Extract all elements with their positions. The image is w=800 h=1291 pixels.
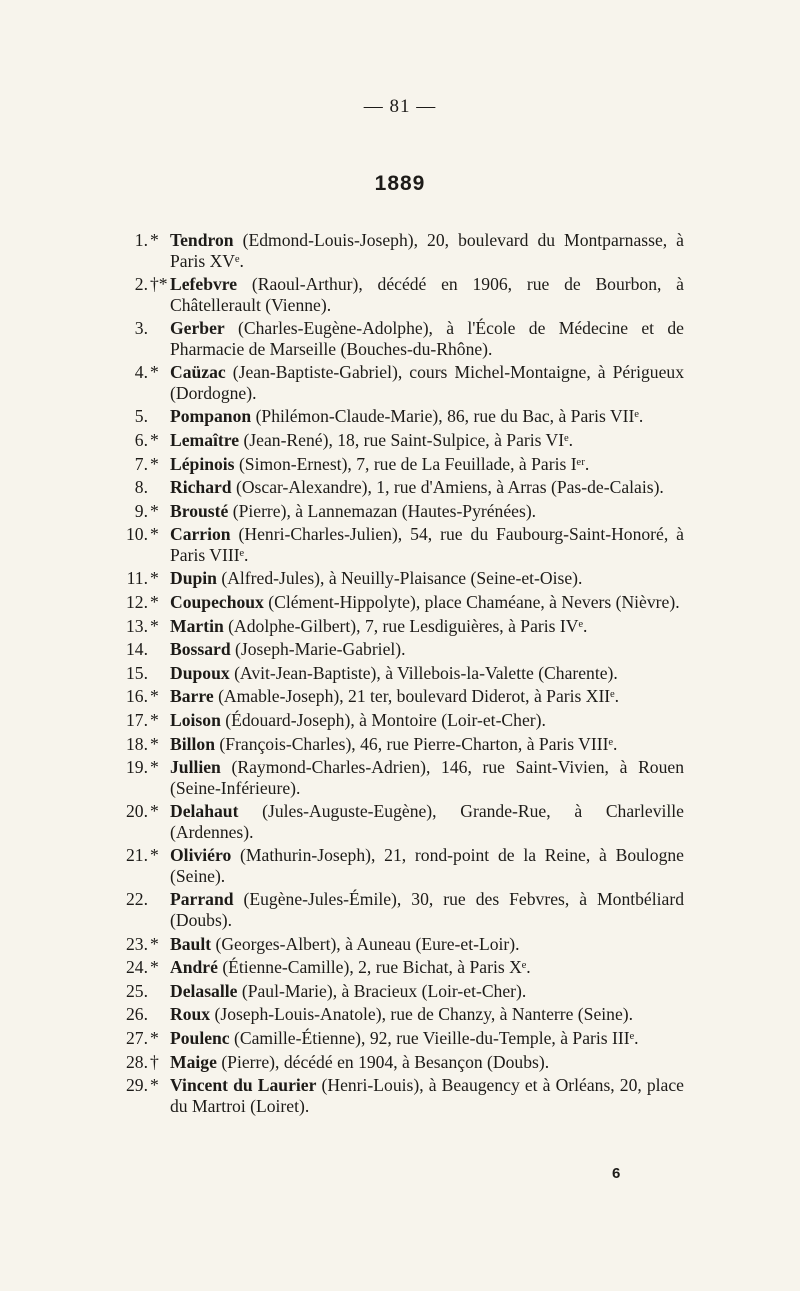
list-item xyxy=(108,592,684,613)
list-item xyxy=(108,757,684,798)
entry-name: Lemaître xyxy=(170,429,240,450)
list-item xyxy=(108,568,684,589)
entry-number: 25. xyxy=(126,980,148,1001)
entry-mark: * xyxy=(150,801,159,822)
entry-name: Barre xyxy=(170,686,214,707)
entry-details: (Raymond-Charles-Adrien), 146, rue Saint-Vivien, à Rouen (Seine-Inférieure). xyxy=(170,757,685,798)
entry-number: 22. xyxy=(126,889,148,910)
entry-number: 2. xyxy=(134,274,148,295)
entry-mark: †* xyxy=(150,274,168,295)
entry-details: (Jean-René), 18, rue Saint-Sulpice, à Paris VIᵉ. xyxy=(243,429,574,450)
entry-mark: * xyxy=(150,500,159,521)
entry-number: 9. xyxy=(134,500,148,521)
entry-name: Bault xyxy=(170,933,212,954)
entry-mark: * xyxy=(150,1075,159,1096)
list-item xyxy=(108,845,684,886)
entry-name: Loison xyxy=(170,710,221,730)
entry-details: (Mathurin-Joseph), 21, rond-point de la Reine, à Boulogne (Seine). xyxy=(170,845,684,886)
list-item xyxy=(108,710,684,731)
entry-name: Bossard xyxy=(170,639,231,660)
entry-mark: * xyxy=(150,524,159,545)
entry-details: (François-Charles), 46, rue Pierre-Charton, à Paris VIIIᵉ. xyxy=(219,733,618,754)
entry-mark: * xyxy=(150,568,159,589)
entry-number: 10. xyxy=(126,524,148,545)
entry-name: Brousté xyxy=(170,500,229,521)
entry-name: Jullien xyxy=(170,757,221,778)
entry-details: (Amable-Joseph), 21 ter, boulevard Diderot, à Paris XIIᵉ. xyxy=(218,686,620,707)
entry-list xyxy=(108,230,684,1119)
entry-mark: * xyxy=(150,230,159,250)
entry-number: 11. xyxy=(126,568,148,589)
entry-name: Lépinois xyxy=(170,453,235,474)
entry-name: Coupechoux xyxy=(170,592,264,613)
entry-number: 3. xyxy=(134,318,148,339)
list-item xyxy=(108,1028,684,1049)
entry-name: Poulenc xyxy=(170,1027,230,1048)
entry-number: 5. xyxy=(134,406,148,427)
entry-details: (Edmond-Louis-Joseph), 20, boulevard du Montparnasse, à Paris XVᵉ. xyxy=(170,230,684,271)
list-item xyxy=(108,454,684,475)
entry-details: (Philémon-Claude-Marie), 86, rue du Bac, à Paris VIIᵉ. xyxy=(255,406,644,427)
entry-mark: * xyxy=(150,429,159,450)
entry-name: Lefebvre xyxy=(170,274,238,295)
entry-name: Roux xyxy=(170,1004,211,1025)
entry-name: Tendron xyxy=(170,230,234,250)
entry-mark: * xyxy=(150,615,159,636)
list-item xyxy=(108,801,684,842)
entry-details: (Joseph-Marie-Gabriel). xyxy=(235,639,406,660)
entry-details: (Étienne-Camille), 2, rue Bichat, à Paris Xᵉ. xyxy=(222,957,531,978)
entry-number: 18. xyxy=(126,733,148,754)
entry-name: Dupoux xyxy=(170,662,230,683)
list-item xyxy=(108,362,684,403)
entry-mark: † xyxy=(150,1051,159,1072)
list-item xyxy=(108,889,684,930)
entry-details: (Alfred-Jules), à Neuilly-Plaisance (Seine-et-Oise). xyxy=(221,568,583,589)
entry-name: Pompanon xyxy=(170,406,252,427)
year-heading: 1889 xyxy=(374,172,426,195)
entry-number: 27. xyxy=(126,1027,148,1048)
list-item xyxy=(108,1004,684,1025)
entry-number: 4. xyxy=(134,362,148,383)
entry-name: Martin xyxy=(170,615,224,636)
entry-details: (Adolphe-Gilbert), 7, rue Lesdiguières, à Paris IVᵉ. xyxy=(228,615,588,636)
entry-number: 24. xyxy=(126,957,148,978)
list-item xyxy=(108,406,684,427)
entry-name: Richard xyxy=(170,477,232,498)
entry-details: (Henri-Charles-Julien), 54, rue du Faubourg-Saint-Honoré, à Paris VIIIᵉ. xyxy=(170,524,684,565)
entry-mark: * xyxy=(150,957,159,978)
entry-details: (Henri-Louis), à Beaugency et à Orléans, 20, place du Martroi (Loiret). xyxy=(170,1075,684,1116)
entry-number: 16. xyxy=(126,686,148,707)
list-item xyxy=(108,934,684,955)
entry-number: 19. xyxy=(126,757,148,778)
entry-number: 8. xyxy=(134,477,148,498)
entry-name: Parrand xyxy=(170,889,234,910)
list-item xyxy=(108,274,684,315)
list-item xyxy=(108,957,684,978)
entry-number: 15. xyxy=(126,662,148,683)
entry-name: Gerber xyxy=(170,318,225,339)
entry-details: (Simon-Ernest), 7, rue de La Feuillade, à Paris Iᵉʳ. xyxy=(238,453,590,474)
entry-name: Delasalle xyxy=(170,980,238,1001)
entry-details: (Charles-Eugène-Adolphe), à l'École de Médecine et de Pharmacie de Marseille (Bouches-du-Rhône). xyxy=(170,318,684,359)
list-item xyxy=(108,477,684,498)
list-item xyxy=(108,663,684,684)
entry-name: Vincent du Laurier xyxy=(170,1075,317,1096)
entry-details: (Avit-Jean-Baptiste), à Villebois-la-Valette (Charente). xyxy=(234,662,618,683)
list-item xyxy=(108,734,684,755)
entry-details: (Pierre), décédé en 1904, à Besançon (Doubs). xyxy=(221,1051,550,1072)
entry-name: Dupin xyxy=(170,568,217,589)
entry-details: (Eugène-Jules-Émile), 30, rue des Febvres, à Montbéliard (Doubs). xyxy=(170,889,684,930)
page-number: — 81 — xyxy=(363,96,437,117)
entry-number: 26. xyxy=(126,1004,148,1025)
list-item xyxy=(108,318,684,359)
list-item xyxy=(108,616,684,637)
list-item xyxy=(108,639,684,660)
list-item xyxy=(108,430,684,451)
list-item xyxy=(108,1052,684,1073)
entry-mark: * xyxy=(150,453,159,474)
entry-details: (Raoul-Arthur), décédé en 1906, rue de Bourbon, à Châtellerault (Vienne). xyxy=(170,274,684,315)
entry-details: (Jean-Baptiste-Gabriel), cours Michel-Montaigne, à Périgueux (Dordogne). xyxy=(170,362,684,403)
entry-number: 21. xyxy=(126,845,148,866)
list-item xyxy=(108,501,684,522)
list-item xyxy=(108,1075,684,1116)
entry-details: (Georges-Albert), à Auneau (Eure-et-Loir). xyxy=(215,933,520,954)
entry-details: (Jules-Auguste-Eugène), Grande-Rue, à Charleville (Ardennes). xyxy=(170,801,684,842)
entry-name: Delahaut xyxy=(170,801,239,822)
entry-number: 6. xyxy=(134,429,148,450)
entry-number: 28. xyxy=(126,1051,148,1072)
entry-number: 20. xyxy=(126,801,148,822)
list-item xyxy=(108,981,684,1002)
entry-mark: * xyxy=(150,757,159,778)
entry-mark: * xyxy=(150,845,159,866)
entry-mark: * xyxy=(150,592,159,613)
entry-mark: * xyxy=(150,710,159,730)
entry-number: 12. xyxy=(126,592,148,613)
entry-details: (Camille-Étienne), 92, rue Vieille-du-Temple, à Paris IIIᵉ. xyxy=(234,1027,639,1048)
entry-number: 1. xyxy=(134,230,148,250)
list-item xyxy=(108,524,684,565)
list-item xyxy=(108,230,684,271)
entry-number: 7. xyxy=(134,453,148,474)
entry-name: André xyxy=(170,957,218,978)
entry-number: 13. xyxy=(126,615,148,636)
entry-mark: * xyxy=(150,686,159,707)
entry-name: Caüzac xyxy=(170,362,226,383)
entry-name: Oliviéro xyxy=(170,845,232,866)
signature-mark: 6 xyxy=(612,1165,621,1182)
entry-name: Billon xyxy=(170,733,215,754)
entry-details: (Édouard-Joseph), à Montoire (Loir-et-Cher). xyxy=(225,710,546,730)
entry-mark: * xyxy=(150,933,159,954)
entry-number: 29. xyxy=(126,1075,148,1096)
entry-number: 17. xyxy=(126,710,148,730)
entry-details: (Paul-Marie), à Bracieux (Loir-et-Cher). xyxy=(241,980,527,1001)
entry-mark: * xyxy=(150,733,159,754)
entry-name: Carrion xyxy=(170,524,231,545)
list-item xyxy=(108,686,684,707)
entry-details: (Oscar-Alexandre), 1, rue d'Amiens, à Arras (Pas-de-Calais). xyxy=(235,477,664,498)
entry-details: (Joseph-Louis-Anatole), rue de Chanzy, à Nanterre (Seine). xyxy=(214,1004,634,1025)
entry-mark: * xyxy=(150,362,159,383)
entry-name: Maige xyxy=(170,1051,217,1072)
entry-number: 23. xyxy=(126,933,148,954)
entry-details: (Clément-Hippolyte), place Chaméane, à Nevers (Nièvre). xyxy=(268,592,680,613)
entry-number: 14. xyxy=(126,639,148,660)
entry-details: (Pierre), à Lannemazan (Hautes-Pyrénées). xyxy=(232,500,537,521)
entry-mark: * xyxy=(150,1027,159,1048)
